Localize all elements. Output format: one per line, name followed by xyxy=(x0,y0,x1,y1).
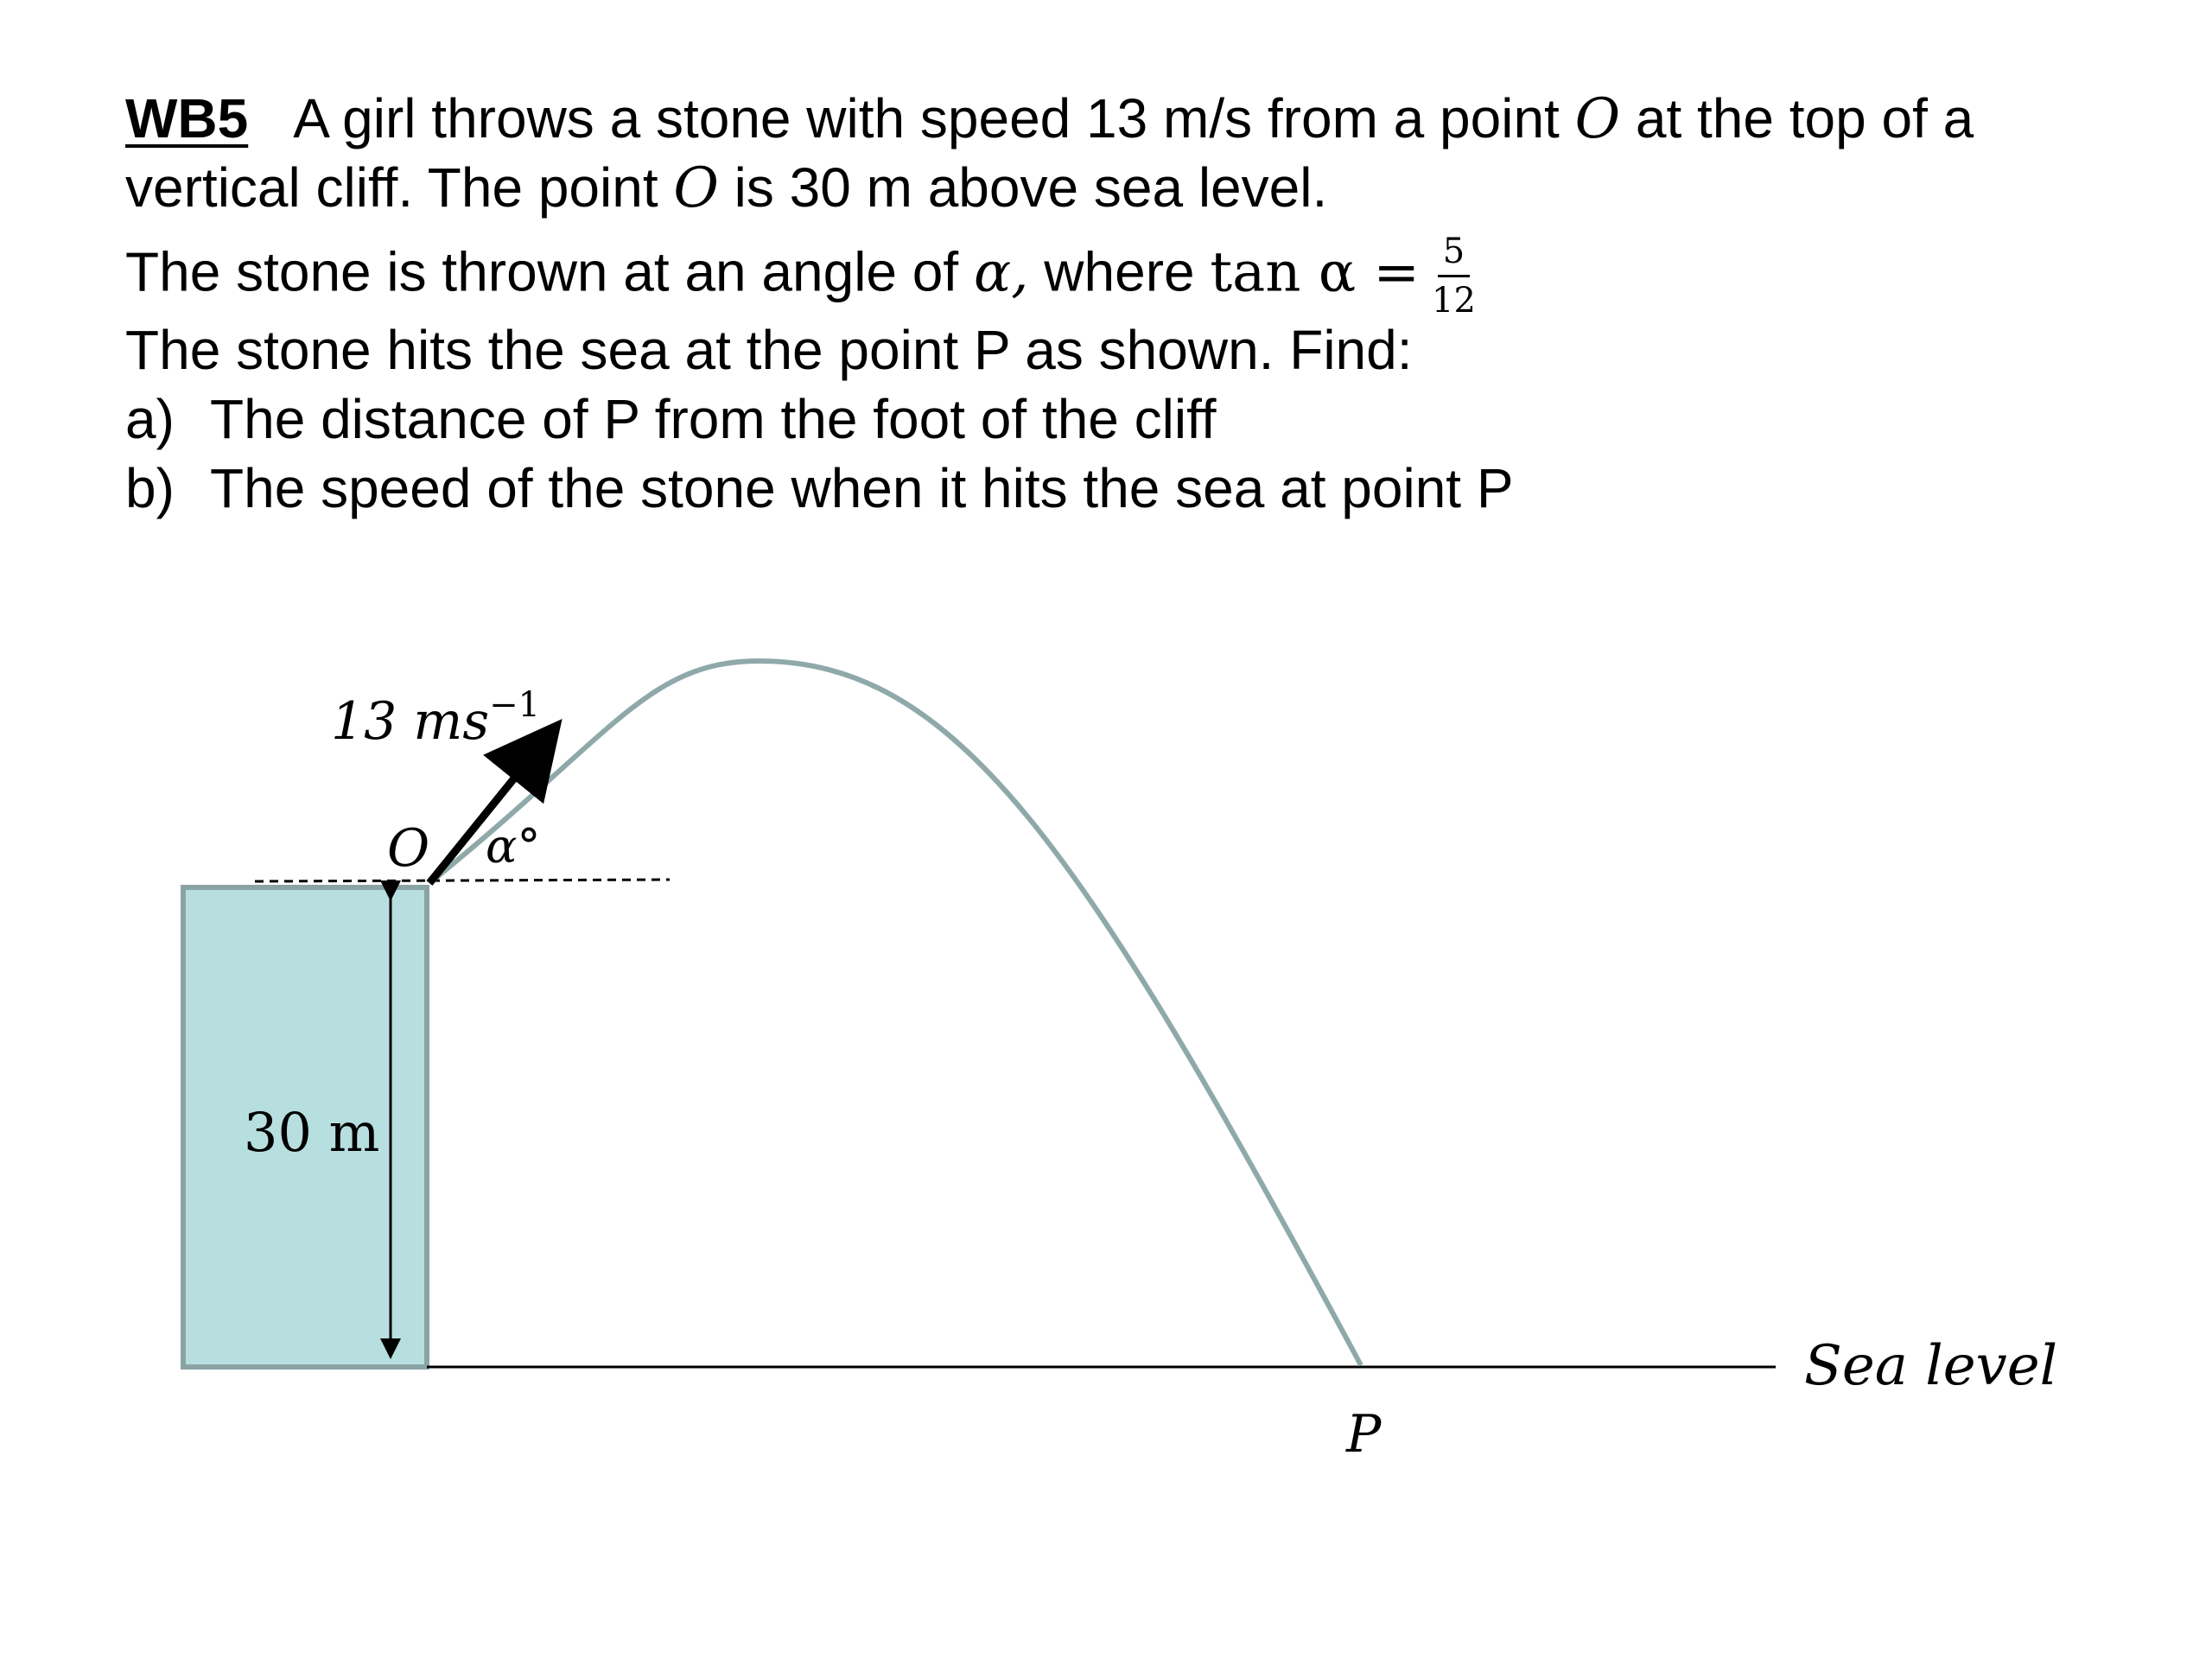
problem-text-1b: at the top of a xyxy=(1635,87,1974,149)
point-o-symbol: O xyxy=(1574,87,1621,151)
origin-label: O xyxy=(387,818,430,879)
horizontal-reference-line xyxy=(255,880,670,881)
tan-denominator: 12 xyxy=(1432,281,1476,321)
question-a-text: The distance of P from the foot of the cliff xyxy=(210,388,1217,450)
speed-label: 13 $ms^{-1}$ xyxy=(331,685,541,752)
angle-symbol: α, xyxy=(973,240,1029,305)
problem-text-2b: is 30 m above sea level. xyxy=(734,156,1328,219)
landing-point-label: P xyxy=(1346,1404,1382,1465)
tan-numerator: 5 xyxy=(1438,232,1470,277)
trajectory-curve xyxy=(429,661,1361,1365)
question-b-text: The speed of the stone when it hits the sea at point P xyxy=(210,457,1514,519)
sea-level-label: Sea level xyxy=(1804,1334,2058,1398)
tan-expression: tan α = xyxy=(1210,240,1420,305)
problem-text-2a: vertical cliff. The point xyxy=(125,156,658,219)
question-b-label: b) xyxy=(125,457,175,519)
point-o-symbol-2: O xyxy=(673,156,719,220)
problem-text-1a: A girl throws a stone with speed 13 m/s from a point xyxy=(293,87,1560,149)
problem-text-4: The stone hits the sea at the point P as shown. Find: xyxy=(125,319,1413,381)
question-a-label: a) xyxy=(125,388,175,450)
angle-label: α° xyxy=(486,819,541,874)
problem-text-3b: where xyxy=(1044,240,1195,303)
height-label: 30 m xyxy=(244,1101,380,1164)
problem-text-3a: The stone is thrown at an angle of xyxy=(125,240,959,303)
problem-tag: WB5 xyxy=(125,87,249,149)
